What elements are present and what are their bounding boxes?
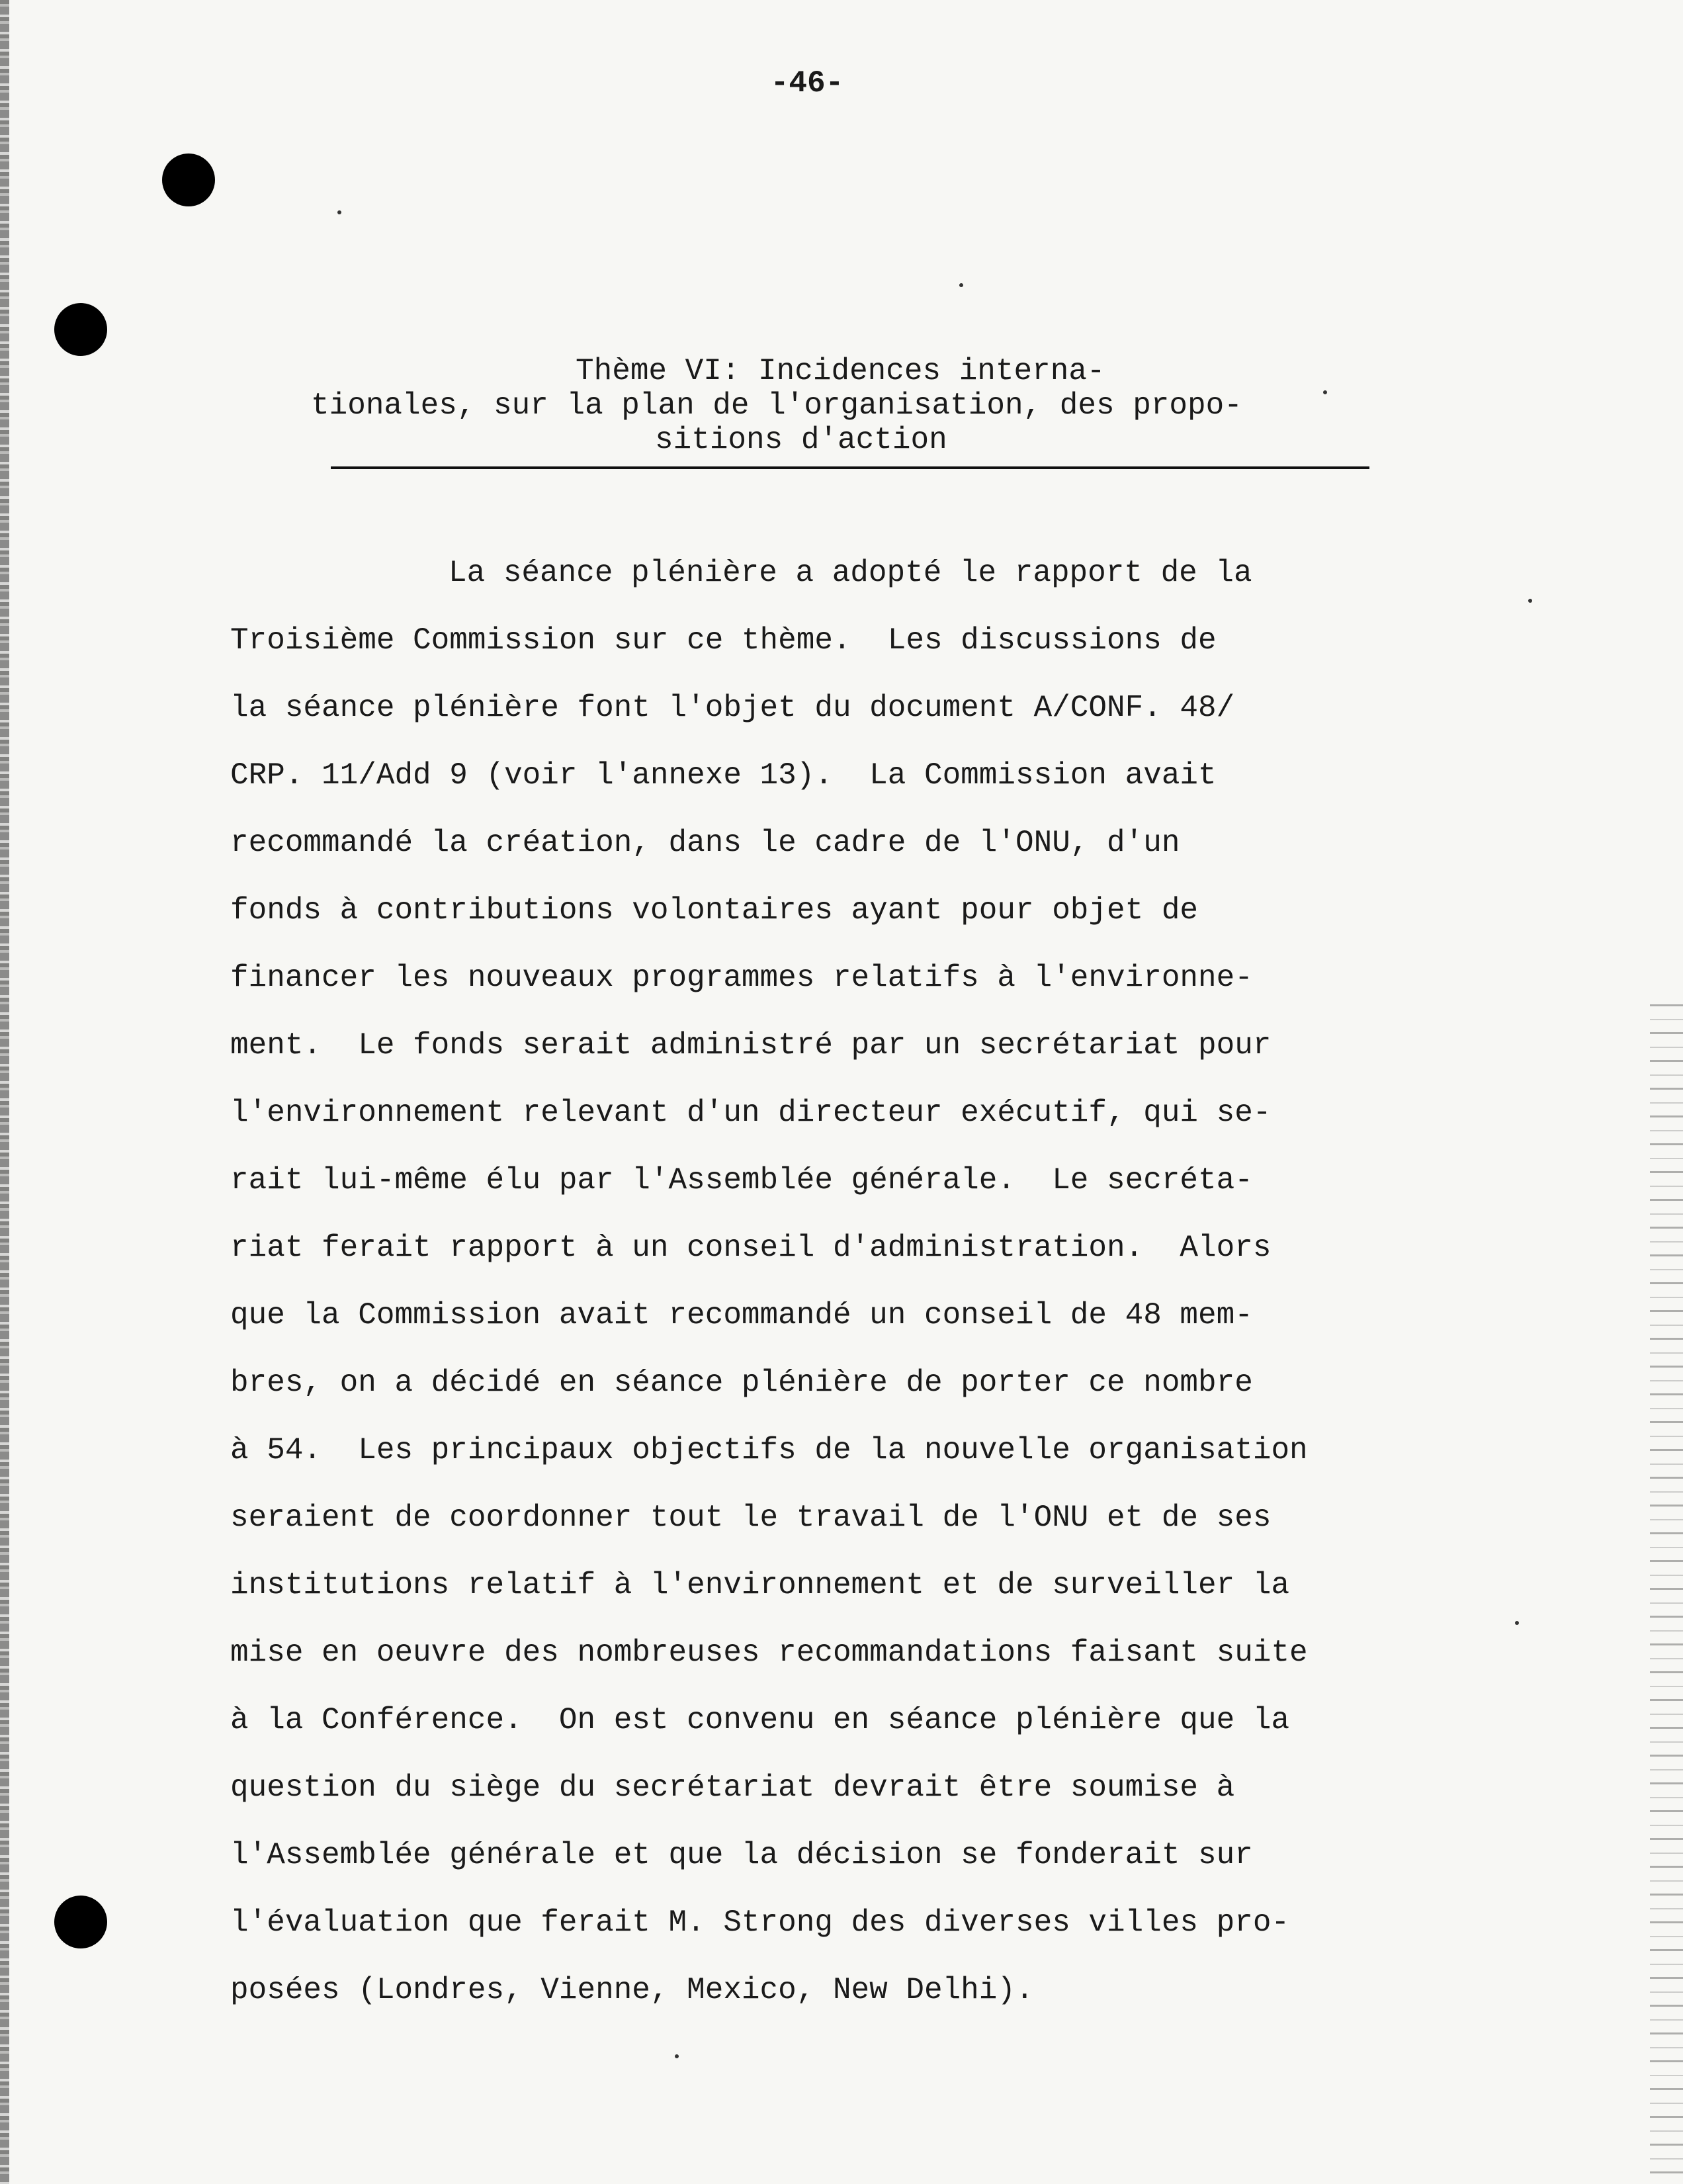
section-heading (311, 354, 1376, 457)
scan-speck (1528, 599, 1532, 603)
heading-underline (331, 466, 1369, 469)
body-line: la séance plénière font l'objet du document A/CONF. 48/ (230, 691, 1235, 725)
scan-edge-right (1650, 992, 1683, 2183)
scan-speck (675, 2054, 679, 2058)
body-line: mise en oeuvre des nombreuses recommandations faisant suite (230, 1636, 1308, 1670)
body-paragraph (230, 539, 1474, 2024)
heading-line-1: Thème VI: Incidences interna- (576, 354, 1105, 388)
body-line: posées (Londres, Vienne, Mexico, New Delhi). (230, 1973, 1034, 2007)
body-line: l'Assemblée générale et que la décision se fonderait sur (230, 1838, 1253, 1872)
body-line: riat ferait rapport à un conseil d'administration. Alors (230, 1231, 1272, 1265)
scan-speck (1515, 1621, 1519, 1625)
body-line: bres, on a décidé en séance plénière de porter ce nombre (230, 1366, 1253, 1400)
body-line: que la Commission avait recommandé un conseil de 48 mem- (230, 1298, 1253, 1332)
body-line: La séance plénière a adopté le rapport de la (449, 556, 1252, 590)
punch-hole-bottom (54, 1896, 107, 1948)
body-line: à 54. Les principaux objectifs de la nouvelle organisation (230, 1433, 1308, 1467)
body-line: question du siège du secrétariat devrait être soumise à (230, 1770, 1235, 1805)
scan-speck (959, 283, 963, 287)
punch-hole-middle (54, 303, 107, 356)
body-line: ment. Le fonds serait administré par un secrétariat pour (230, 1028, 1272, 1063)
heading-line-3: sitions d'action (655, 423, 947, 457)
body-line: CRP. 11/Add 9 (voir l'annexe 13). La Commission avait (230, 758, 1217, 793)
heading-line-2: tionales, sur la plan de l'organisation, des propo- (311, 388, 1242, 423)
body-line: l'environnement relevant d'un directeur exécutif, qui se- (230, 1096, 1272, 1130)
scan-edge-left (0, 0, 9, 2184)
body-line: fonds à contributions volontaires ayant pour objet de (230, 893, 1199, 928)
body-line: financer les nouveaux programmes relatifs à l'environne- (230, 961, 1253, 995)
body-line: Troisième Commission sur ce thème. Les discussions de (230, 623, 1217, 658)
scan-speck (337, 210, 341, 214)
punch-hole-top (162, 153, 215, 206)
body-line: à la Conférence. On est convenu en séance plénière que la (230, 1703, 1290, 1737)
body-line: l'évaluation que ferait M. Strong des diverses villes pro- (230, 1905, 1290, 1940)
body-line: seraient de coordonner tout le travail de l'ONU et de ses (230, 1501, 1272, 1535)
page-number: -46- (770, 66, 844, 101)
body-line: rait lui-même élu par l'Assemblée générale. Le secréta- (230, 1163, 1253, 1198)
body-line: recommandé la création, dans le cadre de l'ONU, d'un (230, 826, 1180, 860)
body-line: institutions relatif à l'environnement et de surveiller la (230, 1568, 1290, 1602)
